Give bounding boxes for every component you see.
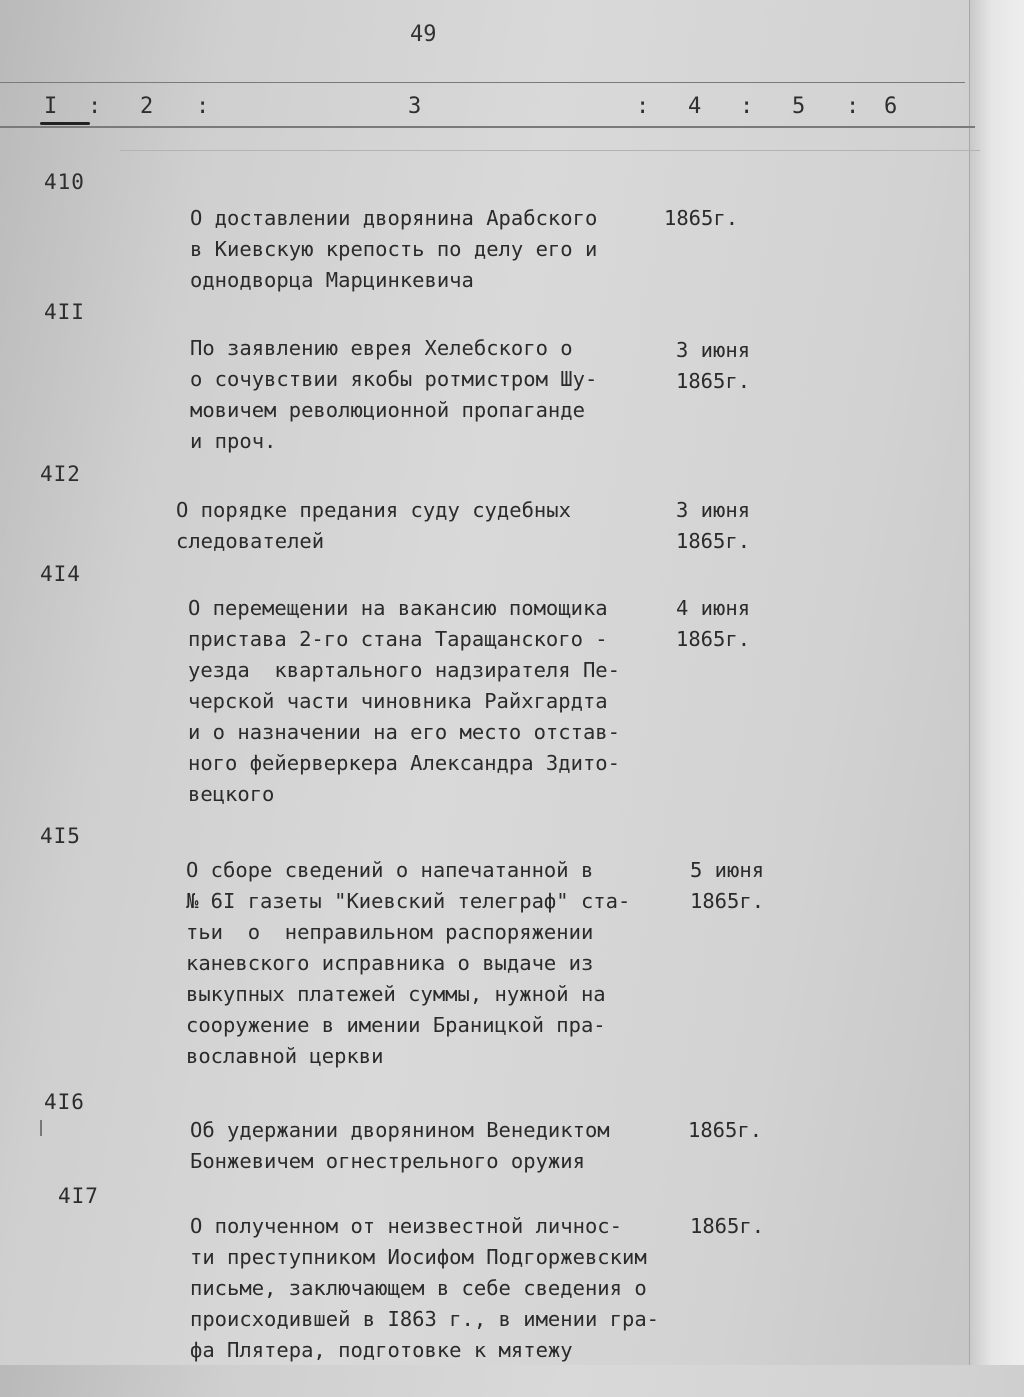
- entry-title-line: каневского исправника о выдаче из: [186, 951, 594, 975]
- entry-title-line: О полученном от неизвестной личнос-: [190, 1214, 622, 1238]
- entry-title-line: однодворца Марцинкевича: [190, 268, 474, 292]
- entry-date: [664, 172, 738, 265]
- entry-title: [190, 302, 597, 488]
- entry-date: [688, 1084, 762, 1177]
- entry-title-line: Бонжевичем огнестрельного оружия: [190, 1149, 585, 1173]
- entry-title: [190, 1180, 659, 1397]
- entry-date-line: 1865г.: [676, 627, 751, 651]
- column-header-5: 5: [792, 94, 806, 119]
- entry-title-line: О порядке предания суду судебных: [176, 498, 571, 522]
- entry-title-line: тьи о неправильном распоряжении: [186, 920, 594, 944]
- entry-title-line: выкупных платежей суммы, нужной на: [186, 982, 606, 1006]
- entry-number: 4I5: [40, 824, 81, 848]
- entry-title-line: мовичем революционной пропаганде: [190, 398, 585, 422]
- entry-title-line: фа Плятера, подготовке к мятежу: [190, 1338, 573, 1362]
- entry-title-line: пристава 2-го стана Таращанского -: [188, 627, 608, 651]
- entry-date-line: 1865г.: [690, 1214, 765, 1238]
- column-separator: :: [636, 94, 650, 119]
- entry-title-line: По заявлению еврея Хелебского о: [190, 336, 573, 360]
- entry-number: 4I4: [40, 562, 81, 586]
- column-header-6: 6: [884, 94, 898, 119]
- column-separator: :: [740, 94, 754, 119]
- entry-date-line: 3 июня: [676, 338, 751, 362]
- entry-title-line: следователей: [176, 529, 325, 553]
- entry-date: [676, 562, 750, 686]
- entry-title-line: сооружение в имении Браницкой пра-: [186, 1013, 606, 1037]
- column-header-4: 4: [688, 94, 702, 119]
- entry-title-line: черской части чиновника Райхгардта: [188, 689, 608, 713]
- entry-number: 4I7: [58, 1184, 99, 1208]
- column-header-1: I: [44, 94, 58, 119]
- entry-date-line: 4 июня: [676, 596, 751, 620]
- column-separator: :: [196, 94, 210, 119]
- entry-date-line: 3 июня: [676, 498, 751, 522]
- entry-title-line: О перемещении на вакансию помощика: [188, 596, 608, 620]
- entry-date-line: 1865г.: [676, 529, 751, 553]
- entry-date-line: 1865г.: [690, 889, 765, 913]
- entry-title-line: вославной церкви: [186, 1044, 384, 1068]
- entry-title: [188, 562, 620, 841]
- entry-title-line: происходившей в I863 г., в имении гра-: [190, 1307, 659, 1331]
- column-header-3: 3: [408, 94, 422, 119]
- entry-title-line: в Киевскую крепость по делу его и: [190, 237, 598, 261]
- page-right-edge: [969, 0, 1024, 1365]
- entry-title-line: О доставлении дворянина Арабского: [190, 206, 598, 230]
- entry-title-line: Об удержании дворянином Венедиктом: [190, 1118, 610, 1142]
- entry-title-line: О сборе сведений о напечатанной в: [186, 858, 594, 882]
- entry-title-line: письме, заключающем в себе сведения о: [190, 1276, 647, 1300]
- entry-number: 4I6: [44, 1090, 85, 1114]
- header-faint-rule: [120, 150, 980, 151]
- entry-title-line: и проч.: [190, 429, 277, 453]
- entry-date: [690, 824, 764, 948]
- column-header-2: 2: [140, 94, 154, 119]
- entry-date-line: 5 июня: [690, 858, 765, 882]
- margin-tick-mark: [40, 1120, 42, 1136]
- entry-date-line: 1865г.: [688, 1118, 763, 1142]
- entry-date-line: 1865г.: [676, 369, 751, 393]
- entry-title: [186, 824, 630, 1103]
- column-header-underline: [40, 122, 90, 125]
- header-bottom-rule: [0, 126, 975, 128]
- column-separator: :: [846, 94, 860, 119]
- entry-title-line: ного фейерверкера Александра Здито-: [188, 751, 620, 775]
- entry-title-line: № 6I газеты "Киевский телеграф" ста-: [186, 889, 631, 913]
- entry-number: 410: [44, 170, 85, 194]
- entry-number: 4I2: [40, 462, 81, 486]
- entry-date-line: 1865г.: [664, 206, 739, 230]
- page-number: 49: [410, 22, 437, 47]
- entry-date: [690, 1180, 764, 1273]
- entry-number: 4II: [44, 300, 85, 324]
- header-top-rule: [0, 82, 965, 83]
- entry-date: [676, 304, 750, 428]
- entry-title-line: ти преступником Иосифом Подгоржевским: [190, 1245, 647, 1269]
- entry-title-line: и о назначении на его место отстав-: [188, 720, 620, 744]
- entry-title-line: уезда квартального надзирателя Пе-: [188, 658, 620, 682]
- entry-title-line: вецкого: [188, 782, 275, 806]
- column-separator: :: [88, 94, 102, 119]
- entry-title-line: о сочувствии якобы ротмистром Шу-: [190, 367, 598, 391]
